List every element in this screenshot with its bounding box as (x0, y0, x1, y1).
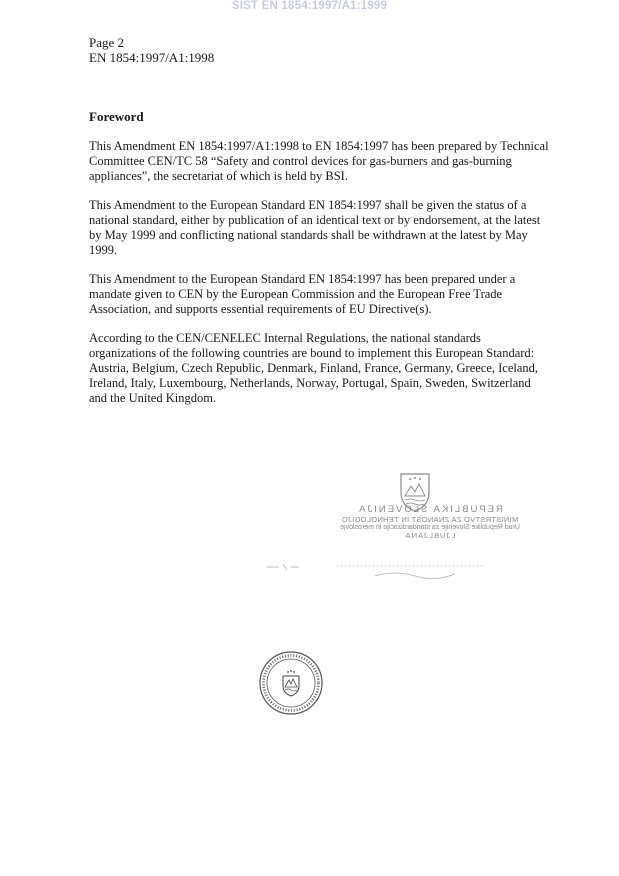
paragraph-countries: According to the CEN/CENELEC Internal Regulations, the national standards organizations of the following countries are bound to implement this European Standard: Austria, Belgium, Czech Republic, Denmark, Finland, France, Germany, Greece, Iceland, Ireland, Italy, Luxembourg, Netherlands, Norway, Portugal, Spain, Sweden, Switzerland and the United Kingdom. (89, 331, 539, 405)
page-header (89, 35, 214, 65)
watermark: SIST EN 1854:1997/A1:1999 (231, 0, 388, 12)
stamp-line-office: Urad Republike Slovenije za standardizacijo in meroslovje (340, 524, 520, 531)
signature-dots (335, 558, 495, 582)
paragraph-prepared-by: This Amendment EN 1854:1997/A1:1998 to EN 1854:1997 has been prepared by Technical Committee CEN/TC 58 “Safety and control devices for gas-burners and gas-burning appliances”, the secretariat of which is held by BSI. (89, 139, 549, 183)
paragraph-mandate: This Amendment to the European Standard EN 1854:1997 has been prepared under a mandate given to CEN by the European Commission and the European Free Trade Association, and supports essential requirements of EU Directive(s). (89, 272, 516, 316)
stamp-text (335, 504, 525, 540)
stamp-line-ministry: MINISTRSTVO ZA ZNANOST IN TEHNOLOGIJO (341, 515, 519, 524)
official-stamp (255, 470, 525, 590)
page-number: Page 2 (89, 35, 125, 50)
small-mark (265, 560, 305, 574)
foreword-body (89, 139, 549, 420)
stamp-line-city: LJUBLJANA (404, 531, 456, 540)
paragraph-status: This Amendment to the European Standard EN 1854:1997 shall be given the status of a national standard, either by publication of an identical text or by endorsement, at the latest by May 1999 and conflicting national standards shall be withdrawn at the latest by May 1999. (89, 198, 541, 257)
document-id: EN 1854:1997/A1:1998 (89, 50, 215, 65)
round-seal-icon (258, 650, 324, 716)
foreword-heading: Foreword (89, 109, 144, 124)
stamp-line-republic: REPUBLIKA SLOVENIJA (357, 504, 503, 515)
